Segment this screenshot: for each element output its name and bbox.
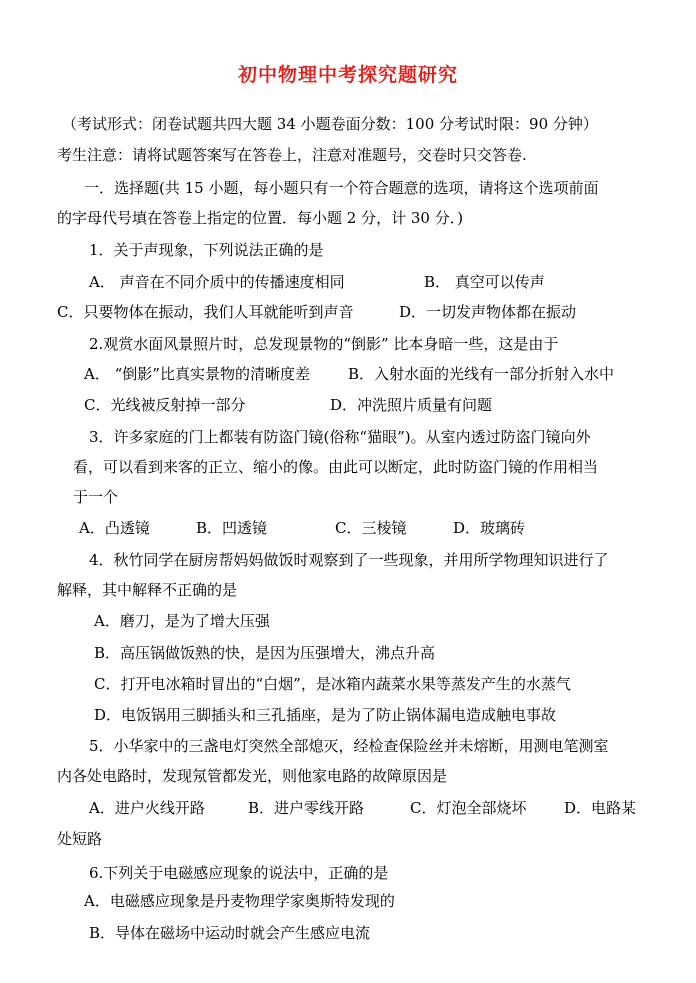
q4-option-b: B．高压锅做饭熟的快，是因为压强增大，沸点升高 bbox=[94, 644, 436, 662]
q6-option-b: B．导体在磁场中运动时就会产生感应电流 bbox=[89, 924, 371, 942]
q5-option-b: B．进户零线开路 bbox=[248, 799, 365, 817]
q3-stem-line1: 3．许多家庭的门上都装有防盗门镜(俗称“猫眼”)。从室内透过防盗门镜向外 bbox=[89, 428, 591, 446]
q3-option-a: A．凸透镜 bbox=[79, 519, 150, 537]
q2-option-b: B．入射水面的光线有一部分折射入水中 bbox=[348, 365, 615, 383]
q1-option-b: B． 真空可以传声 bbox=[424, 273, 545, 291]
q2-option-c: C．光线被反射掉一部分 bbox=[84, 396, 246, 414]
q5-stem-line1: 5．小华家中的三盏电灯突然全部熄灭，经检查保险丝并未熔断，用测电笔测室 bbox=[89, 737, 609, 755]
section1-intro-line1: 一．选择题(共 15 小题，每小题只有一个符合题意的选项，请将这个选项前面 bbox=[84, 179, 599, 197]
document-title: 初中物理中考探究题研究 bbox=[237, 64, 458, 86]
q6-stem: 6.下列关于电磁感应现象的说法中，正确的是 bbox=[89, 864, 389, 882]
q4-stem-line2: 解释，其中解释不正确的是 bbox=[57, 581, 238, 599]
exam-info: （考试形式：闭卷试题共四大题 34 小题卷面分数：100 分考试时限：90 分钟） bbox=[62, 115, 598, 133]
q3-option-d: D．玻璃砖 bbox=[453, 519, 526, 537]
q2-stem: 2.观赏水面风景照片时，总发现景物的“倒影” 比本身暗一些，这是由于 bbox=[89, 335, 559, 353]
q1-option-d: D．一切发声物体都在振动 bbox=[399, 303, 577, 321]
q1-option-c: C．只要物体在振动，我们人耳就能听到声音 bbox=[57, 303, 354, 321]
q5-stem-line2: 内各处电路时，发现氖管都发光，则他家电路的故障原因是 bbox=[57, 767, 448, 785]
section1-intro-line2: 的字母代号填在答卷上指定的位置．每小题 2 分，计 30 分．) bbox=[57, 209, 464, 227]
q5-option-d: D．电路某 bbox=[564, 799, 637, 817]
q5-option-d-continued: 处短路 bbox=[57, 830, 103, 848]
q3-stem-line3: 于一个 bbox=[73, 488, 119, 506]
q3-option-c: C．三棱镜 bbox=[335, 519, 407, 537]
q2-option-d: D．冲洗照片质量有问题 bbox=[330, 396, 493, 414]
q4-stem-line1: 4．秋竹同学在厨房帮妈妈做饭时观察到了一些现象，并用所学物理知识进行了 bbox=[89, 551, 609, 569]
q3-stem-line2: 看，可以看到来客的正立、缩小的像。由此可以断定，此时防盗门镜的作用相当 bbox=[73, 458, 599, 476]
q5-option-c: C．灯泡全部烧坏 bbox=[410, 799, 527, 817]
q2-option-a: A． “倒影”比真实景物的清晰度差 bbox=[84, 365, 310, 383]
q1-option-a: A． 声音在不同介质中的传播速度相同 bbox=[89, 273, 345, 291]
q3-option-b: B．凹透镜 bbox=[196, 519, 268, 537]
exam-notice: 考生注意：请将试题答案写在答卷上，注意对准题号，交卷时只交答卷. bbox=[57, 146, 527, 164]
q4-option-c: C．打开电冰箱时冒出的“白烟”，是冰箱内蔬菜水果等蒸发产生的水蒸气 bbox=[94, 675, 571, 693]
q5-option-a: A．进户火线开路 bbox=[89, 799, 205, 817]
q1-stem: 1．关于声现象，下列说法正确的是 bbox=[89, 241, 324, 259]
q4-option-a: A．磨刀，是为了增大压强 bbox=[94, 612, 270, 630]
q4-option-d: D．电饭锅用三脚插头和三孔插座，是为了防止锅体漏电造成触电事故 bbox=[94, 706, 557, 724]
q6-option-a: A．电磁感应现象是丹麦物理学家奥斯特发现的 bbox=[84, 892, 395, 910]
